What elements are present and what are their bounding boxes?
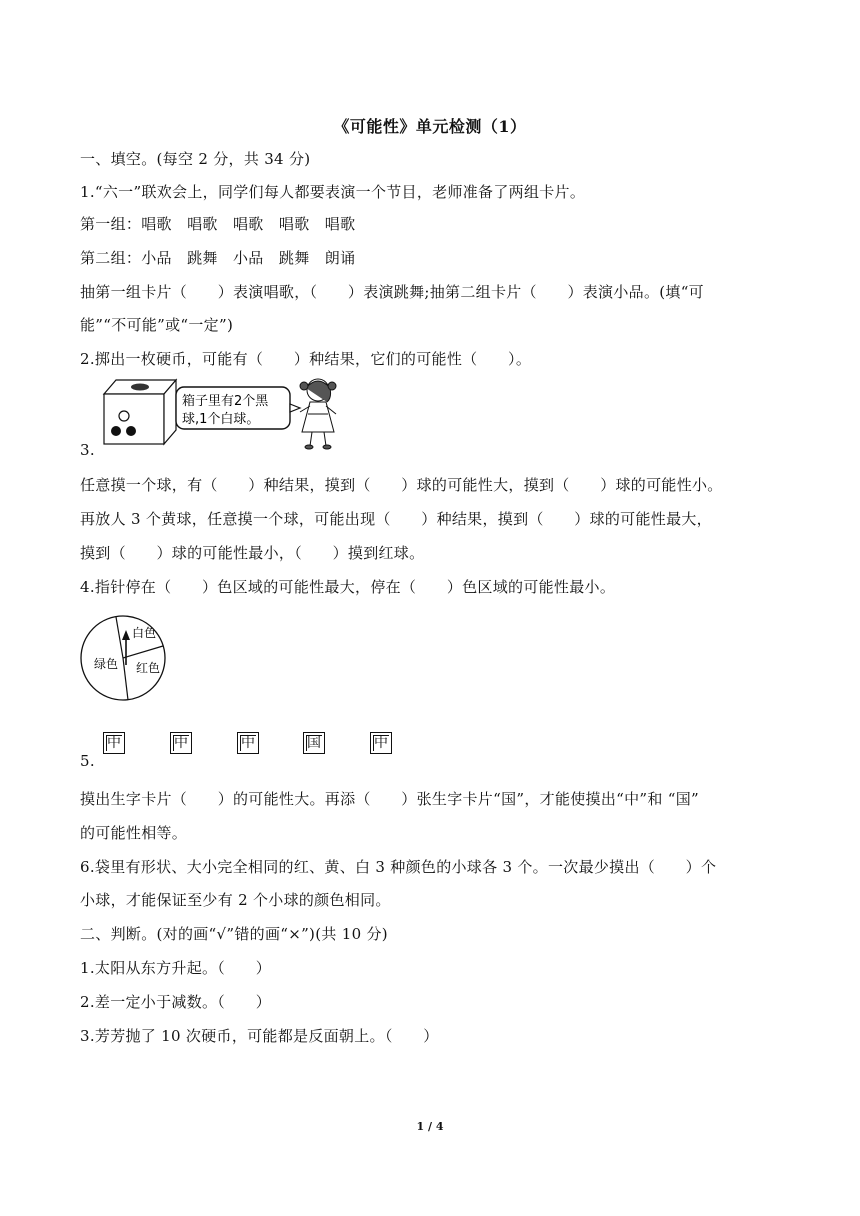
q1-fill-line2: 能”“不可能”或“一定”) [80,316,234,334]
q5-line2: 的可能性相等。 [80,824,188,842]
page-title: 《可能性》单元检测（1） [333,117,527,136]
character-card: 国 [303,732,325,754]
q5-number: 5. [80,752,95,770]
q3-line1: 任意摸一个球，有（ ）种结果，摸到（ ）球的可能性大，摸到（ ）球的可能性小。 [80,476,723,494]
speech-line-1: 箱子里有2个黑 [182,394,269,409]
q1-fill-line1: 抽第一组卡片（ ）表演唱歌，（ ）表演跳舞;抽第二组卡片（ ）表演小品。(填“可 [80,283,704,301]
q6-line1: 6.袋里有形状、大小完全相同的红、黄、白 3 种颜色的小球各 3 个。一次最少摸出（ ）个 [80,858,717,876]
q1-group1: 第一组：唱歌 唱歌 唱歌 唱歌 唱歌 [80,215,356,233]
speech-bubble [176,387,300,429]
section1-heading: 一、填空。(每空 2 分，共 34 分) [80,150,311,168]
ball-box-illustration [104,380,176,444]
spinner-label-white: 白色 [132,626,157,640]
q2-text: 2.掷出一枚硬币，可能有（ ）种结果，它们的可能性（ ）。 [80,350,532,368]
page-number: 1 / 4 [416,1120,444,1133]
q3-line3: 摸到（ ）球的可能性最小，（ ）摸到红球。 [80,544,425,562]
judge-q1: 1.太阳从东方升起。（ ） [80,959,272,977]
judge-q3: 3.芳芳抛了 10 次硬币，可能都是反面朝上。（ ） [80,1027,439,1045]
white-ball-icon [119,411,129,421]
character-card: 中 [370,732,392,754]
q5-line1: 摸出生字卡片（ ）的可能性大。再添（ ）张生字卡片“国”，才能使摸出“中”和 “国” [80,790,699,808]
spinner-label-red: 红色 [136,661,161,675]
character-card: 中 [237,732,259,754]
character-card: 中 [170,732,192,754]
q1-group2: 第二组：小品 跳舞 小品 跳舞 朗诵 [80,249,356,267]
judge-q2: 2.差一定小于减数。（ ） [80,993,272,1011]
q6-line2: 小球，才能保证至少有 2 个小球的颜色相同。 [80,891,391,909]
girl-icon [300,379,336,449]
q3-line2: 再放人 3 个黄球，任意摸一个球，可能出现（ ）种结果，摸到（ ）球的可能性最大， [80,510,712,528]
character-card: 中 [103,732,125,754]
black-ball-icon [126,426,136,436]
box-and-girl-figure [96,374,366,454]
spinner-label-green: 绿色 [94,657,119,671]
q3-number: 3. [80,441,95,459]
spinner-figure [80,610,170,706]
black-ball-icon [111,426,121,436]
speech-line-2: 球,1个白球。 [182,412,260,427]
q1-text: 1.“六一”联欢会上，同学们每人都要表演一个节目，老师准备了两组卡片。 [80,183,586,201]
section2-heading: 二、判断。(对的画“√”错的画“×”)(共 10 分) [80,925,388,943]
q4-text: 4.指针停在（ ）色区域的可能性最大，停在（ ）色区域的可能性最小。 [80,578,616,596]
